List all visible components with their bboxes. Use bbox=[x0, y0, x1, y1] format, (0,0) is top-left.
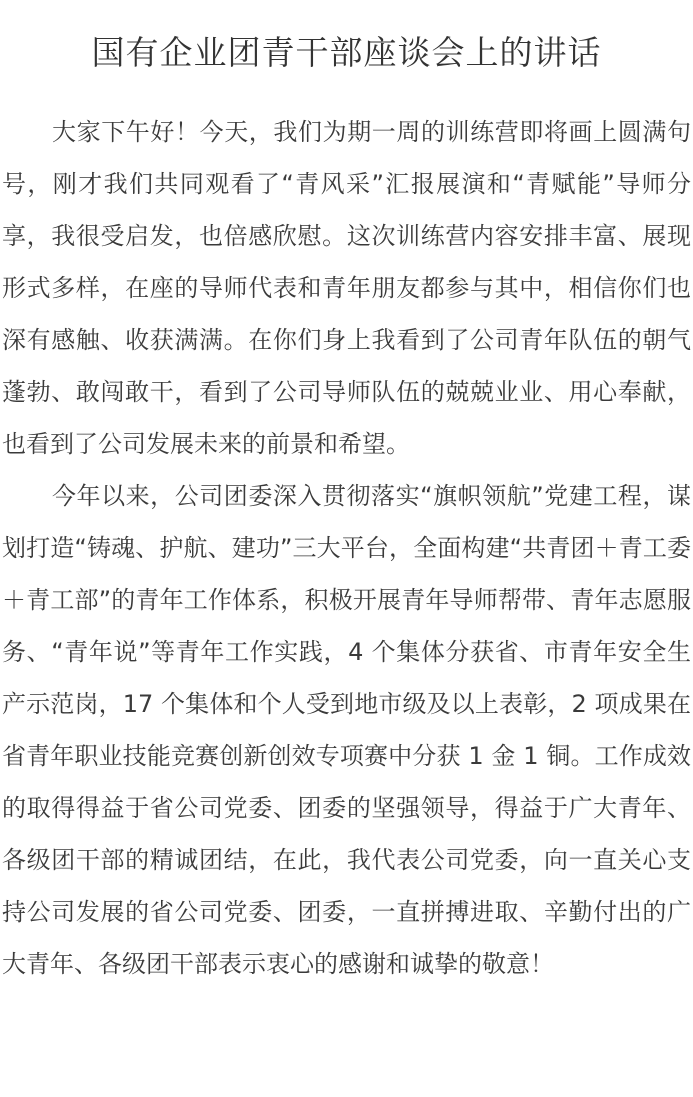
paragraph-2: 今年以来，公司团委深入贯彻落实“旗帜领航”党建工程，谋划打造“铸魂、护航、建功”三大平台，全面构建“共青团＋青工委＋青工部”的青年工作体系，积极开展青年导师帮带、青年志愿服务、“青年说”等青年工作实践，4 个集体分获省、市青年安全生产示范岗，17 个集体和个人受到地市级及以上表彰，2 项成果在省青年职业技能竞赛创新创效专项赛中分获 1 金 1 铜。工作成效的取得得益于省公司党委、团委的坚强领导，得益于广大青年、各级团干部的精诚团结，在此，我代表公司党委，向一直关心支持公司发展的省公司党委、团委，一直拼搏进取、辛勤付出的广大青年、各级团干部表示衷心的感谢和诚挚的敬意！ bbox=[2, 482, 691, 978]
paragraph-1: 大家下午好！今天，我们为期一周的训练营即将画上圆满句号，刚才我们共同观看了“青风采”汇报展演和“青赋能”导师分享，我很受启发，也倍感欣慰。这次训练营内容安排丰富、展现形式多样，在座的导师代表和青年朋友都参与其中，相信你们也深有感触、收获满满。在你们身上我看到了公司青年队伍的朝气蓬勃、敢闯敢干，看到了公司导师队伍的兢兢业业、用心奉献，也看到了公司发展未来的前景和希望。 bbox=[2, 118, 691, 458]
article-title: 国有企业团青干部座谈会上的讲话 bbox=[91, 33, 602, 72]
article-body bbox=[2, 106, 691, 990]
